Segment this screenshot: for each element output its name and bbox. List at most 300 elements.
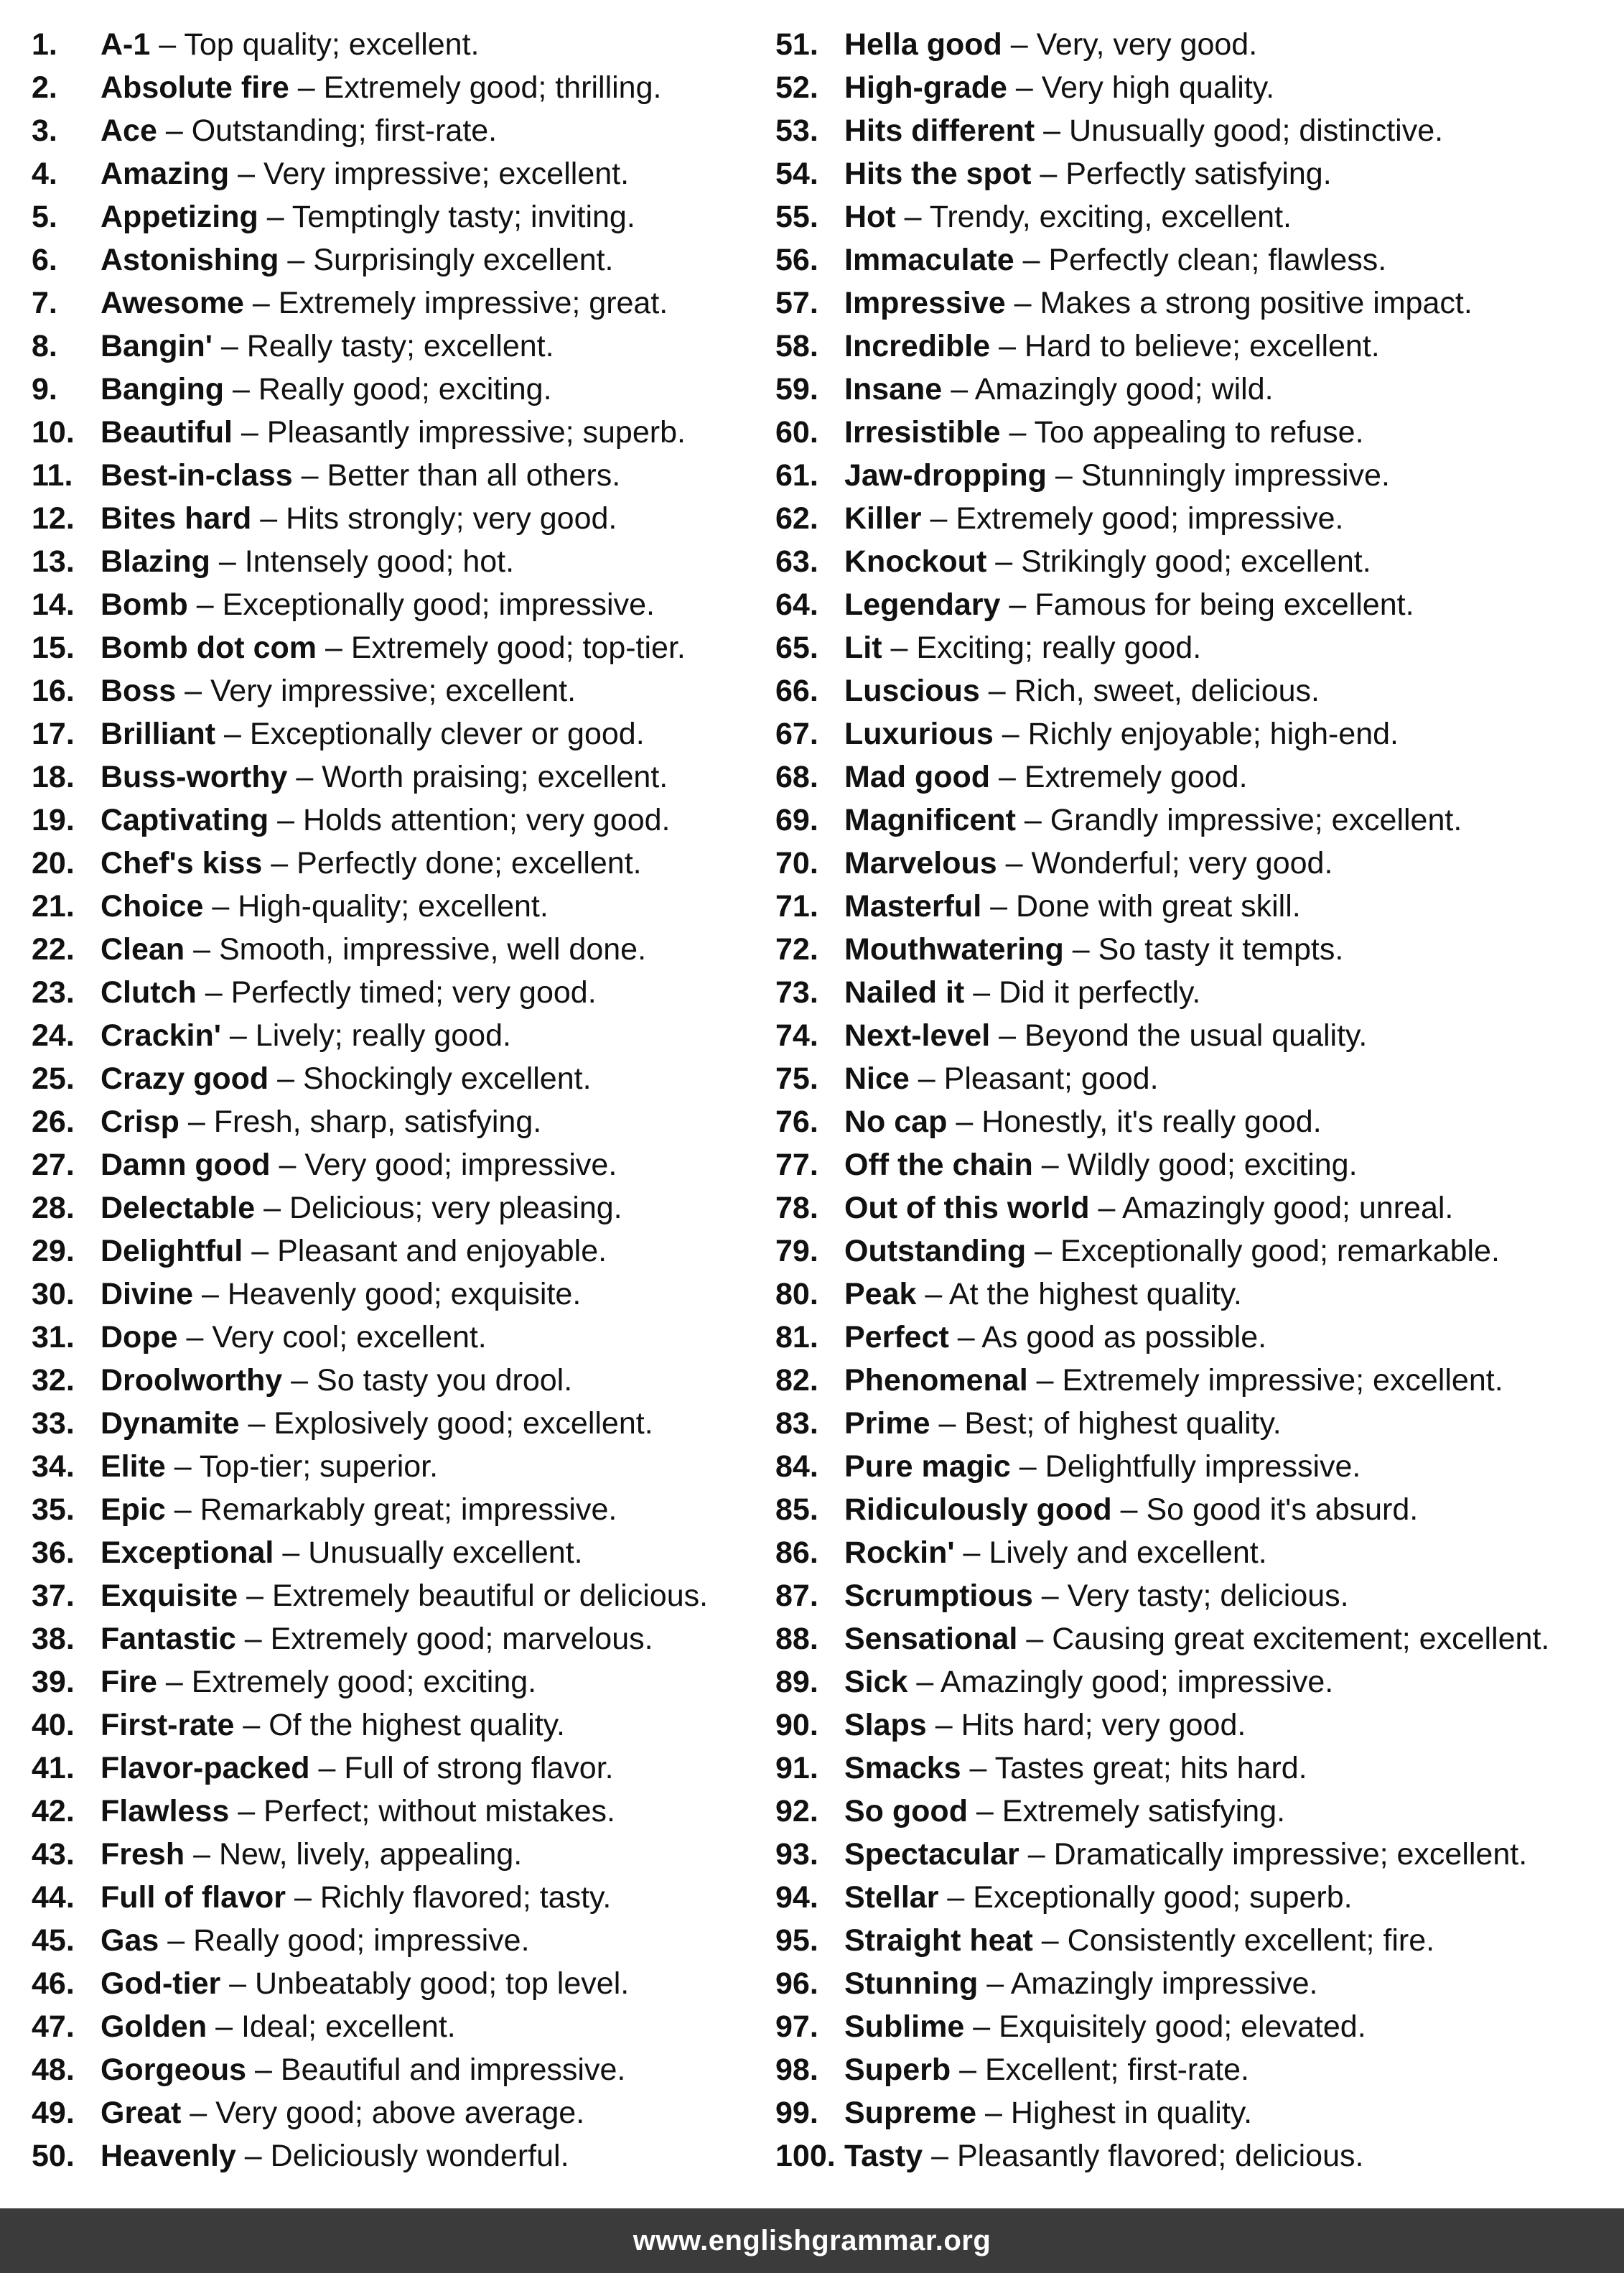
item-separator: – — [959, 2053, 977, 2087]
list-item — [775, 1186, 1601, 1230]
item-number: 30. — [32, 1277, 75, 1311]
item-word: No cap — [844, 1105, 948, 1139]
item-number: 9. — [32, 372, 57, 406]
item-word: Best-in-class — [101, 458, 293, 493]
item-word: Clean — [101, 932, 185, 967]
item-definition: Trendy, exciting, excellent. — [929, 200, 1292, 234]
item-number: 12. — [32, 501, 75, 536]
list-item — [775, 1445, 1601, 1488]
item-definition: Extremely beautiful or delicious. — [272, 1579, 709, 1613]
list-item — [32, 368, 775, 411]
item-separator: – — [1024, 803, 1042, 837]
list-item — [775, 1057, 1601, 1100]
item-number: 89. — [775, 1665, 818, 1699]
list-item — [32, 238, 775, 282]
list-item — [32, 2134, 775, 2177]
list-item — [32, 411, 775, 454]
list-item — [775, 712, 1601, 756]
list-item — [775, 928, 1601, 971]
item-definition: Excellent; first-rate. — [984, 2053, 1249, 2087]
item-word: Superb — [844, 2053, 951, 2087]
list-item — [775, 1919, 1601, 1962]
list-item — [32, 1747, 775, 1790]
item-separator: – — [999, 329, 1016, 363]
item-separator: – — [193, 1837, 210, 1872]
item-word: Sublime — [844, 2009, 965, 2044]
item-separator: – — [951, 372, 969, 406]
item-separator: – — [251, 1234, 269, 1268]
item-separator: – — [165, 113, 183, 148]
item-definition: Heavenly good; exquisite. — [227, 1277, 582, 1311]
item-definition: Too appealing to refuse. — [1034, 415, 1364, 450]
item-definition: Fresh, sharp, satisfying. — [213, 1105, 542, 1139]
item-number: 32. — [32, 1363, 75, 1398]
footer-url[interactable]: www.englishgrammar.org — [633, 2224, 991, 2256]
item-number: 80. — [775, 1277, 818, 1311]
item-number: 84. — [775, 1449, 818, 1484]
item-number: 59. — [775, 372, 818, 406]
item-number: 53. — [775, 113, 818, 148]
item-word: Pure magic — [844, 1449, 1011, 1484]
list-item — [32, 152, 775, 195]
item-number: 91. — [775, 1751, 818, 1785]
item-number: 6. — [32, 243, 57, 277]
item-separator: – — [890, 631, 908, 665]
item-definition: Deliciously wonderful. — [270, 2139, 569, 2173]
list-item — [775, 1747, 1601, 1790]
item-number: 97. — [775, 2009, 818, 2044]
item-definition: Surprisingly excellent. — [313, 243, 614, 277]
item-separator: – — [252, 286, 270, 320]
list-item — [775, 1833, 1601, 1876]
item-number: 57. — [775, 286, 818, 320]
item-separator: – — [1009, 587, 1027, 622]
item-definition: Explosively good; excellent. — [274, 1406, 653, 1441]
item-separator: – — [186, 1320, 204, 1354]
item-definition: Amazingly good; unreal. — [1122, 1191, 1454, 1225]
list-item — [32, 1273, 775, 1316]
item-word: Impressive — [844, 286, 1006, 320]
item-separator: – — [935, 1708, 953, 1742]
item-definition: Amazingly impressive. — [1010, 1966, 1318, 2001]
item-number: 21. — [32, 889, 75, 924]
item-word: Chef's kiss — [101, 846, 263, 880]
list-item — [775, 497, 1601, 540]
list-item — [32, 842, 775, 885]
item-definition: Very impressive; excellent. — [210, 674, 577, 708]
item-separator: – — [904, 200, 922, 234]
item-word: Flavor-packed — [101, 1751, 310, 1785]
item-separator: – — [931, 2139, 949, 2173]
item-definition: Top-tier; superior. — [199, 1449, 439, 1484]
item-number: 92. — [775, 1794, 818, 1828]
item-separator: – — [1041, 1579, 1059, 1613]
item-word: Jaw-dropping — [844, 458, 1047, 493]
item-word: Great — [101, 2096, 182, 2130]
item-number: 79. — [775, 1234, 818, 1268]
list-item — [775, 1100, 1601, 1143]
item-separator: – — [277, 803, 295, 837]
list-item — [775, 1876, 1601, 1919]
item-number: 98. — [775, 2053, 818, 2087]
item-separator: – — [296, 760, 314, 794]
item-number: 10. — [32, 415, 75, 450]
item-number: 66. — [775, 674, 818, 708]
item-number: 43. — [32, 1837, 75, 1872]
item-word: Ridiculously good — [844, 1492, 1112, 1527]
list-item — [32, 1100, 775, 1143]
item-separator: – — [1098, 1191, 1116, 1225]
list-item — [775, 1617, 1601, 1660]
item-number: 55. — [775, 200, 818, 234]
item-word: Stunning — [844, 1966, 979, 2001]
item-number: 58. — [775, 329, 818, 363]
item-definition: Extremely satisfying. — [1002, 1794, 1286, 1828]
item-number: 74. — [775, 1018, 818, 1053]
list-item — [32, 1316, 775, 1359]
item-definition: Causing great excitement; excellent. — [1052, 1622, 1550, 1656]
item-definition: At the highest quality. — [948, 1277, 1242, 1311]
item-word: Crisp — [101, 1105, 179, 1139]
list-item — [775, 1962, 1601, 2005]
item-definition: Pleasantly flavored; delicious. — [956, 2139, 1364, 2173]
item-definition: Pleasantly impressive; superb. — [266, 415, 686, 450]
item-word: Peak — [844, 1277, 917, 1311]
item-number: 81. — [775, 1320, 818, 1354]
list-item — [32, 712, 775, 756]
item-definition: Really good; impressive. — [193, 1923, 530, 1958]
item-word: A-1 — [101, 27, 151, 62]
item-definition: Extremely good; thrilling. — [323, 70, 662, 105]
item-definition: Honestly, it's really good. — [981, 1105, 1322, 1139]
item-word: Luscious — [844, 674, 980, 708]
item-number: 46. — [32, 1966, 75, 2001]
list-item — [32, 1660, 775, 1703]
item-word: Supreme — [844, 2096, 977, 2130]
item-number: 52. — [775, 70, 818, 105]
item-number: 23. — [32, 975, 75, 1010]
list-item — [775, 1359, 1601, 1402]
item-word: Straight heat — [844, 1923, 1033, 1958]
list-item — [775, 1703, 1601, 1747]
item-definition: Perfectly done; excellent. — [297, 846, 642, 880]
item-separator: – — [224, 717, 241, 751]
item-number: 5. — [32, 200, 57, 234]
item-definition: Richly flavored; tasty. — [319, 1880, 612, 1915]
item-separator: – — [291, 1363, 309, 1398]
item-word: Knockout — [844, 544, 987, 579]
item-number: 78. — [775, 1191, 818, 1225]
item-definition: Very impressive; excellent. — [263, 157, 630, 191]
list-item — [32, 1790, 775, 1833]
list-item — [32, 1617, 775, 1660]
list-item — [32, 1402, 775, 1445]
item-definition: Hard to believe; excellent. — [1024, 329, 1380, 363]
item-definition: Very high quality. — [1041, 70, 1275, 105]
item-word: Slaps — [844, 1708, 927, 1742]
item-definition: Top quality; excellent. — [184, 27, 480, 62]
item-word: Heavenly — [101, 2139, 236, 2173]
item-number: 56. — [775, 243, 818, 277]
item-separator: – — [1041, 1148, 1059, 1182]
item-definition: Stunningly impressive. — [1081, 458, 1390, 493]
item-number: 8. — [32, 329, 57, 363]
item-definition: Holds attention; very good. — [302, 803, 671, 837]
item-separator: – — [976, 1794, 994, 1828]
list-item — [32, 1876, 775, 1919]
item-separator: – — [215, 2009, 233, 2044]
list-item — [32, 282, 775, 325]
list-item — [775, 2091, 1601, 2134]
item-word: Exceptional — [101, 1535, 274, 1570]
item-word: Appetizing — [101, 200, 258, 234]
item-separator: – — [190, 2096, 207, 2130]
list-item — [775, 238, 1601, 282]
item-separator: – — [1027, 1837, 1045, 1872]
list-item — [775, 325, 1601, 368]
list-item — [775, 1230, 1601, 1273]
item-word: Boss — [101, 674, 177, 708]
item-number: 20. — [32, 846, 75, 880]
list-item — [775, 885, 1601, 928]
item-word: Irresistible — [844, 415, 1001, 450]
item-definition: Makes a strong positive impact. — [1040, 286, 1473, 320]
item-number: 90. — [775, 1708, 818, 1742]
list-item — [32, 66, 775, 109]
footer-bar — [0, 2208, 1624, 2273]
item-word: Flawless — [101, 1794, 230, 1828]
item-definition: Extremely impressive; excellent. — [1062, 1363, 1503, 1398]
item-separator: – — [287, 243, 305, 277]
list-item — [32, 23, 775, 66]
item-number: 47. — [32, 2009, 75, 2044]
item-separator: – — [925, 1277, 943, 1311]
item-word: Phenomenal — [844, 1363, 1028, 1398]
item-separator: – — [196, 587, 214, 622]
item-number: 77. — [775, 1148, 818, 1182]
list-item — [32, 195, 775, 238]
item-definition: Shockingly excellent. — [302, 1061, 592, 1096]
item-separator: – — [229, 1966, 247, 2001]
item-number: 13. — [32, 544, 75, 579]
list-item — [32, 1833, 775, 1876]
list-item — [32, 1359, 775, 1402]
item-separator: – — [956, 1105, 974, 1139]
item-word: Delectable — [101, 1191, 256, 1225]
item-separator: – — [930, 501, 948, 536]
item-word: Captivating — [101, 803, 269, 837]
item-number: 11. — [32, 458, 73, 493]
item-word: Clutch — [101, 975, 197, 1010]
item-separator: – — [318, 1751, 336, 1785]
item-number: 76. — [775, 1105, 818, 1139]
item-number: 17. — [32, 717, 75, 751]
item-definition: Strikingly good; excellent. — [1021, 544, 1371, 579]
item-word: Mouthwatering — [844, 932, 1064, 967]
item-number: 64. — [775, 587, 818, 622]
item-word: Crackin' — [101, 1018, 221, 1053]
item-definition: Better than all others. — [327, 458, 621, 493]
item-word: Damn good — [101, 1148, 271, 1182]
item-separator: – — [325, 631, 342, 665]
item-number: 88. — [775, 1622, 818, 1656]
item-definition: Outstanding; first-rate. — [191, 113, 498, 148]
item-definition: Extremely good; marvelous. — [270, 1622, 653, 1656]
item-word: Marvelous — [844, 846, 997, 880]
list-item — [32, 669, 775, 712]
list-item — [775, 842, 1601, 885]
item-separator: – — [1002, 717, 1019, 751]
item-word: Brilliant — [101, 717, 216, 751]
item-definition: Temptingly tasty; inviting. — [291, 200, 635, 234]
item-definition: Unbeatably good; top level. — [255, 1966, 630, 2001]
item-separator: – — [238, 1794, 256, 1828]
item-number: 2. — [32, 70, 57, 105]
item-definition: Famous for being excellent. — [1035, 587, 1414, 622]
item-definition: Exceptionally good; impressive. — [222, 587, 655, 622]
list-item — [32, 885, 775, 928]
item-word: Perfect — [844, 1320, 949, 1354]
list-item — [775, 1402, 1601, 1445]
item-definition: Worth praising; excellent. — [322, 760, 668, 794]
item-definition: Extremely good; impressive. — [956, 501, 1344, 536]
item-word: Smacks — [844, 1751, 961, 1785]
item-word: Hella good — [844, 27, 1002, 62]
item-separator: – — [1120, 1492, 1138, 1527]
list-item — [775, 540, 1601, 583]
list-item — [32, 1186, 775, 1230]
item-separator: – — [212, 889, 230, 924]
item-word: Fantastic — [101, 1622, 236, 1656]
item-word: High-grade — [844, 70, 1007, 105]
item-definition: So good it's absurd. — [1146, 1492, 1419, 1527]
list-item — [775, 626, 1601, 669]
item-word: Masterful — [844, 889, 982, 924]
item-definition: Best; of highest quality. — [964, 1406, 1282, 1441]
item-number: 87. — [775, 1579, 818, 1613]
item-definition: Of the highest quality. — [269, 1708, 565, 1742]
list-item — [32, 799, 775, 842]
item-definition: Hits hard; very good. — [961, 1708, 1246, 1742]
item-definition: Intensely good; hot. — [244, 544, 515, 579]
list-item — [32, 2091, 775, 2134]
item-word: Crazy good — [101, 1061, 269, 1096]
item-number: 14. — [32, 587, 75, 622]
list-item — [32, 1703, 775, 1747]
item-number: 33. — [32, 1406, 75, 1441]
item-number: 24. — [32, 1018, 75, 1053]
item-separator: – — [238, 157, 256, 191]
item-definition: Remarkably great; impressive. — [200, 1492, 617, 1527]
item-word: Fresh — [101, 1837, 185, 1872]
item-separator: – — [984, 2096, 1002, 2130]
item-definition: So tasty it tempts. — [1098, 932, 1344, 967]
item-definition: Very good; above average. — [215, 2096, 585, 2130]
item-word: So good — [844, 1794, 968, 1828]
item-definition: Pleasant; good. — [943, 1061, 1159, 1096]
item-definition: Perfectly satisfying. — [1065, 157, 1332, 191]
item-separator: – — [165, 1665, 183, 1699]
item-word: Golden — [101, 2009, 207, 2044]
list-item — [775, 368, 1601, 411]
item-separator: – — [279, 1148, 297, 1182]
item-separator: – — [241, 415, 258, 450]
item-word: Luxurious — [844, 717, 994, 751]
item-word: Next-level — [844, 1018, 991, 1053]
item-separator: – — [969, 1751, 987, 1785]
item-definition: Beyond the usual quality. — [1025, 1018, 1368, 1053]
item-number: 94. — [775, 1880, 818, 1915]
item-definition: Exciting; really good. — [916, 631, 1202, 665]
item-definition: Extremely good; top-tier. — [350, 631, 686, 665]
item-separator: – — [202, 1277, 219, 1311]
list-item — [775, 1273, 1601, 1316]
item-number: 45. — [32, 1923, 75, 1958]
item-separator: – — [243, 1708, 261, 1742]
item-separator: – — [1036, 1363, 1054, 1398]
item-definition: Done with great skill. — [1015, 889, 1301, 924]
item-number: 36. — [32, 1535, 75, 1570]
item-definition: Very tasty; delicious. — [1067, 1579, 1349, 1613]
item-number: 39. — [32, 1665, 75, 1699]
item-word: Astonishing — [101, 243, 279, 277]
item-number: 48. — [32, 2053, 75, 2087]
item-word: Droolworthy — [101, 1363, 283, 1398]
item-number: 42. — [32, 1794, 75, 1828]
item-separator: – — [1010, 27, 1028, 62]
list-item — [775, 1531, 1601, 1574]
item-number: 37. — [32, 1579, 75, 1613]
item-word: Hits the spot — [844, 157, 1032, 191]
item-number: 1. — [32, 27, 57, 62]
item-number: 75. — [775, 1061, 818, 1096]
item-separator: – — [218, 544, 236, 579]
list-item — [775, 799, 1601, 842]
item-word: Lit — [844, 631, 882, 665]
item-definition: Consistently excellent; fire. — [1067, 1923, 1435, 1958]
right-column — [775, 23, 1601, 2173]
item-word: Dope — [101, 1320, 178, 1354]
item-separator: – — [167, 1923, 185, 1958]
item-definition: Extremely impressive; great. — [278, 286, 668, 320]
list-item — [775, 23, 1601, 66]
item-definition: Hits strongly; very good. — [286, 501, 617, 536]
item-number: 41. — [32, 1751, 75, 1785]
item-number: 15. — [32, 631, 75, 665]
item-definition: Delightfully impressive. — [1045, 1449, 1361, 1484]
item-separator: – — [988, 674, 1006, 708]
item-word: Incredible — [844, 329, 991, 363]
item-number: 96. — [775, 1966, 818, 2001]
item-definition: Perfectly clean; flawless. — [1048, 243, 1387, 277]
list-item — [775, 2048, 1601, 2091]
item-separator: – — [918, 1061, 935, 1096]
item-separator: – — [1019, 1449, 1037, 1484]
item-number: 70. — [775, 846, 818, 880]
item-definition: Exceptionally good; remarkable. — [1060, 1234, 1500, 1268]
list-item — [32, 1057, 775, 1100]
item-word: Fire — [101, 1665, 157, 1699]
item-word: Choice — [101, 889, 204, 924]
item-word: Nice — [844, 1061, 910, 1096]
list-item — [775, 454, 1601, 497]
item-definition: High-quality; excellent. — [238, 889, 549, 924]
list-item — [775, 109, 1601, 152]
list-item — [775, 282, 1601, 325]
item-number: 54. — [775, 157, 818, 191]
list-item — [775, 756, 1601, 799]
item-number: 31. — [32, 1320, 75, 1354]
